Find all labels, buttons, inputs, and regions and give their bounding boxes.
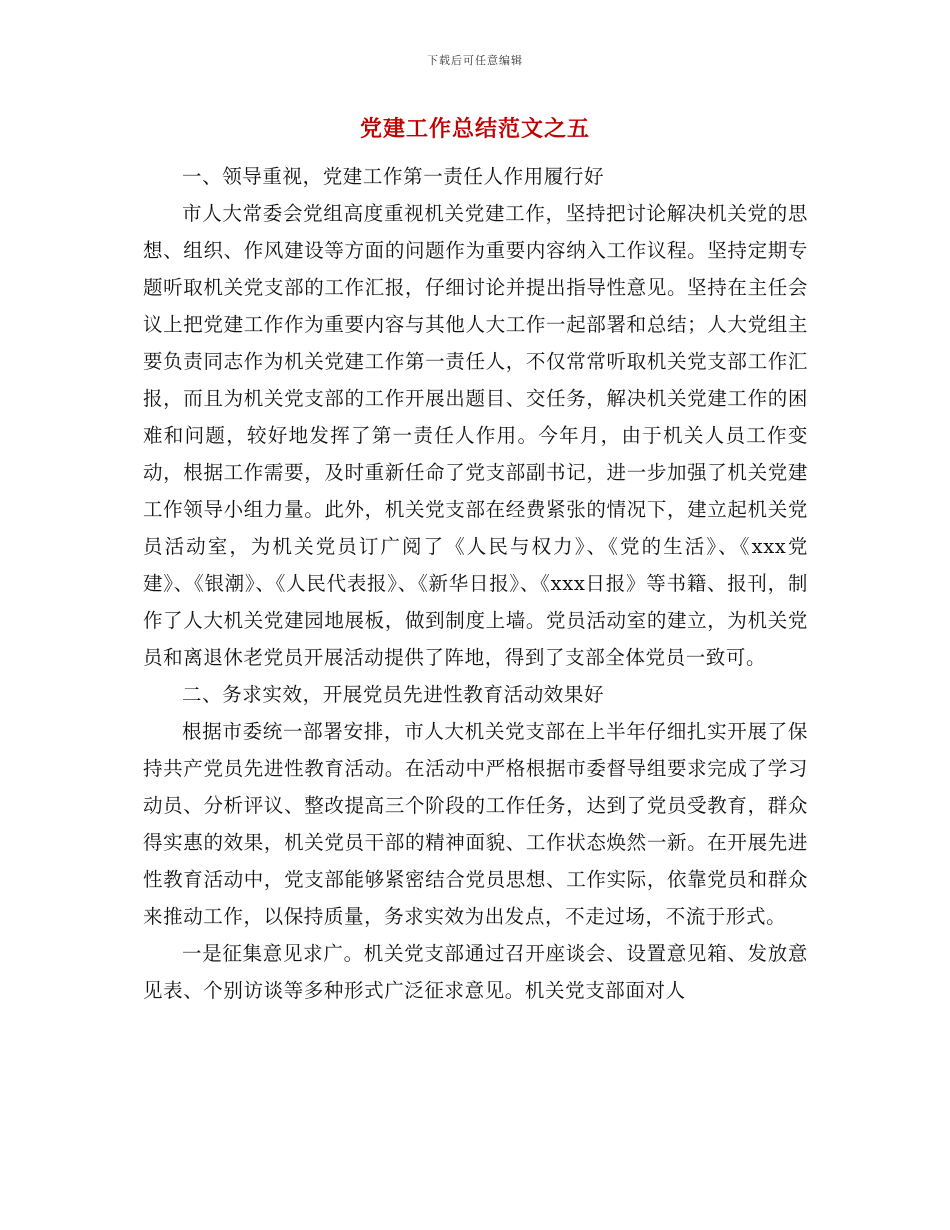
section-heading-1: 一、领导重视，党建工作第一责任人作用履行好: [182, 165, 605, 188]
document-title: 党建工作总结范文之五: [359, 116, 590, 142]
header-note: 下载后可任意编辑: [427, 54, 523, 67]
document-body: [143, 158, 808, 1009]
section-heading-2: 二、务求实效，开展党员先进性教育活动效果好: [182, 683, 605, 706]
paragraph-3: 一是征集意见求广。机关党支部通过召开座谈会、设置意见箱、发放意见表、个别访谈等多种形式广泛征求意见。机关党支部面对人: [143, 942, 808, 1002]
paragraph-2: 根据市委统一部署安排，市人大机关党支部在上半年仔细扎实开展了保持共产党员先进性教育活动。在活动中严格根据市委督导组要求完成了学习动员、分析评议、整改提高三个阶段的工作任务，达到了党员受教育，群众得实惠的效果，机关党员干部的精神面貌、工作状态焕然一新。在开展先进性教育活动中，党支部能够紧密结合党员思想、工作实际，依靠党员和群众来推动工作，以保持质量，务求实效为出发点，不走过场，不流于形式。: [143, 720, 808, 928]
paragraph-1: 市人大常委会党组高度重视机关党建工作，坚持把讨论解决机关党的思想、组织、作风建设等方面的问题作为重要内容纳入工作议程。坚持定期专题听取机关党支部的工作汇报，仔细讨论并提出指导性意见。坚持在主任会议上把党建工作作为重要内容与其他人大工作一起部署和总结；人大党组主要负责同志作为机关党建工作第一责任人，不仅常常听取机关党支部工作汇报，而且为机关党支部的工作开展出题目、交任务，解决机关党建工作的困难和问题，较好地发挥了第一责任人作用。今年月，由于机关人员工作变动，根据工作需要，及时重新任命了党支部副书记，进一步加强了机关党建工作领导小组力量。此外，机关党支部在经费紧张的情况下，建立起机关党员活动室，为机关党员订广阅了《人民与权力》、《党的生活》、《xxx党建》、《银潮》、《人民代表报》、《新华日报》、《xxx日报》等书籍、报刊，制作了人大机关党建园地展板，做到制度上墙。党员活动室的建立，为机关党员和离退休老党员开展活动提供了阵地，得到了支部全体党员一致可。: [143, 202, 808, 669]
